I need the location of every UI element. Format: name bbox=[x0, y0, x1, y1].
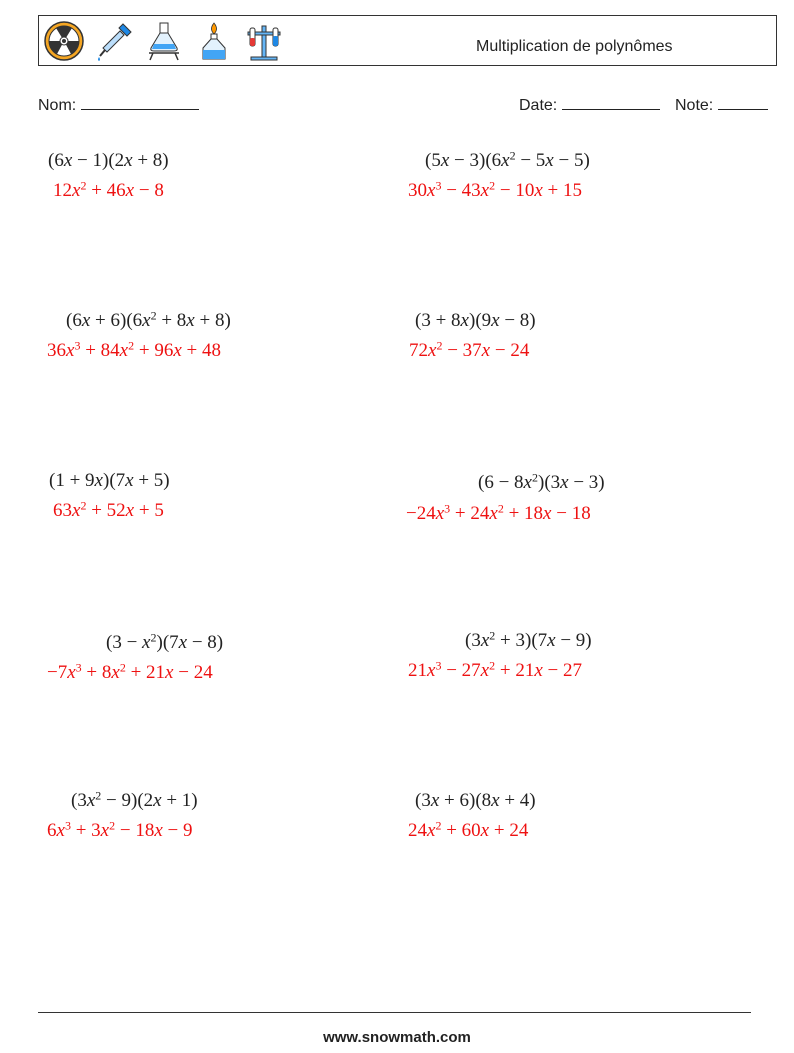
problem-8-question: $(3x^2 + 3)(7x - 9)$ bbox=[465, 628, 592, 651]
problem-10-answer: $24x^2 + 60x + 24$ bbox=[408, 818, 529, 841]
problem-6-question: $(6 - 8x^2)(3x - 3)$ bbox=[478, 470, 605, 493]
header-box bbox=[38, 15, 777, 66]
problem-1-question: (6x − 1)(2x + 8) bbox=[48, 150, 169, 171]
name-blank[interactable] bbox=[81, 93, 199, 110]
problem-7-question: $(3 - x^2)(7x - 8)$ bbox=[106, 630, 224, 653]
test-tube-rack-icon bbox=[243, 20, 285, 62]
grade-field[interactable] bbox=[675, 93, 768, 115]
problem-4-answer: $72x^2 - 37x - 24$ bbox=[409, 338, 530, 361]
problem-9-question: $(3x^2 - 9)(2x + 1)$ bbox=[71, 788, 198, 811]
problem-1-answer: $12x^2 + 46x - 8$ bbox=[53, 178, 164, 201]
footer-url[interactable]: www.snowmath.com bbox=[323, 1029, 471, 1046]
flask-icon bbox=[143, 20, 185, 62]
date-label: Date: bbox=[519, 97, 558, 114]
problem-2-answer: $30x^3 - 43x^2 - 10x + 15$ bbox=[408, 178, 582, 201]
name-label: Nom: bbox=[38, 97, 77, 114]
worksheet-title: Multiplication de polynômes bbox=[476, 38, 673, 55]
problem-4-question: (3 + 8x)(9x − 8) bbox=[415, 310, 536, 331]
problem-5-question: (1 + 9x)(7x + 5) bbox=[49, 470, 170, 491]
name-field[interactable] bbox=[38, 93, 199, 115]
problem-8-answer: $21x^3 - 27x^2 + 21x - 27$ bbox=[408, 658, 582, 681]
date-field[interactable] bbox=[519, 93, 660, 115]
icon-strip bbox=[43, 20, 285, 62]
radiation-icon bbox=[43, 20, 85, 62]
grade-label: Note: bbox=[675, 97, 714, 114]
problem-9-answer: $6x^3 + 3x^2 - 18x - 9$ bbox=[47, 818, 193, 841]
problem-3-answer: $36x^3 + 84x^2 + 96x + 48$ bbox=[47, 338, 221, 361]
problem-6-answer: $-24x^3 + 24x^2 + 18x - 18$ bbox=[406, 501, 591, 524]
burner-icon bbox=[193, 20, 235, 62]
problem-2-question: $(5x - 3)(6x^2 - 5x - 5)$ bbox=[425, 148, 590, 171]
date-blank[interactable] bbox=[562, 93, 660, 110]
dropper-icon bbox=[93, 20, 135, 62]
problem-3-question: $(6x + 6)(6x^2 + 8x + 8)$ bbox=[66, 308, 231, 331]
problem-5-answer: $63x^2 + 52x + 5$ bbox=[53, 498, 164, 521]
problem-10-question: (3x + 6)(8x + 4) bbox=[415, 790, 536, 811]
grade-blank[interactable] bbox=[718, 93, 768, 110]
problem-7-answer: $-7x^3 + 8x^2 + 21x - 24$ bbox=[47, 660, 213, 683]
footer-divider bbox=[38, 1012, 751, 1013]
